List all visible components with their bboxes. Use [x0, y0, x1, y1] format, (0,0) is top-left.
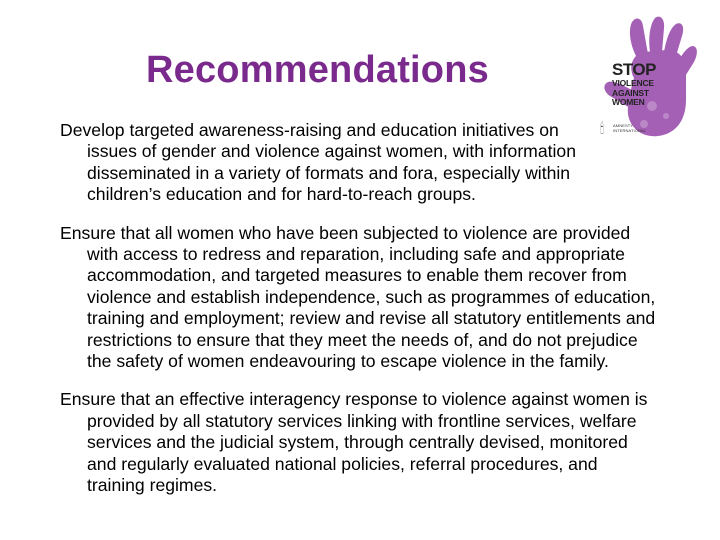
slide-body	[60, 120, 660, 514]
international-line: INTERNATIONAL	[613, 128, 647, 133]
recommendation-paragraph-redress: Ensure that all women who have been subjected to violence are provided with access to redress and reparation, including safe and appropriate accommodation, and targeted measures to enable them recover from violence and establish independence, such as programmes of education, training and employment; review and revise all statutory entitlements and restrictions to ensure that they meet the needs of, and do not prejudice the safety of women endeavouring to escape violence in the family.	[60, 222, 656, 372]
amnesty-line: AMNESTY	[613, 123, 634, 128]
logo-stop-text: STOP	[612, 60, 656, 79]
logo-violence-text: VIOLENCE	[612, 78, 654, 88]
candle-icon: 🕯	[600, 120, 604, 136]
logo-text	[612, 61, 656, 107]
logo-women-text: WOMEN	[612, 97, 645, 107]
logo-against-text: AGAINST	[612, 87, 649, 98]
recommendation-paragraph-interagency: Ensure that an effective interagency response to violence against women is provided by all statutory services linking with frontline services, welfare services and the judicial system, through centrally devised, monitored and regularly evaluated national policies, referral procedures, and training regimes.	[60, 389, 648, 496]
recommendation-paragraph-awareness: Develop targeted awareness-raising and education initiatives on issues of gender and violence against women, with information disseminated in a variety of formats and fora, especially within children’s education and for hard-to-reach groups.	[60, 120, 576, 205]
slide-title: Recommendations	[146, 49, 489, 91]
